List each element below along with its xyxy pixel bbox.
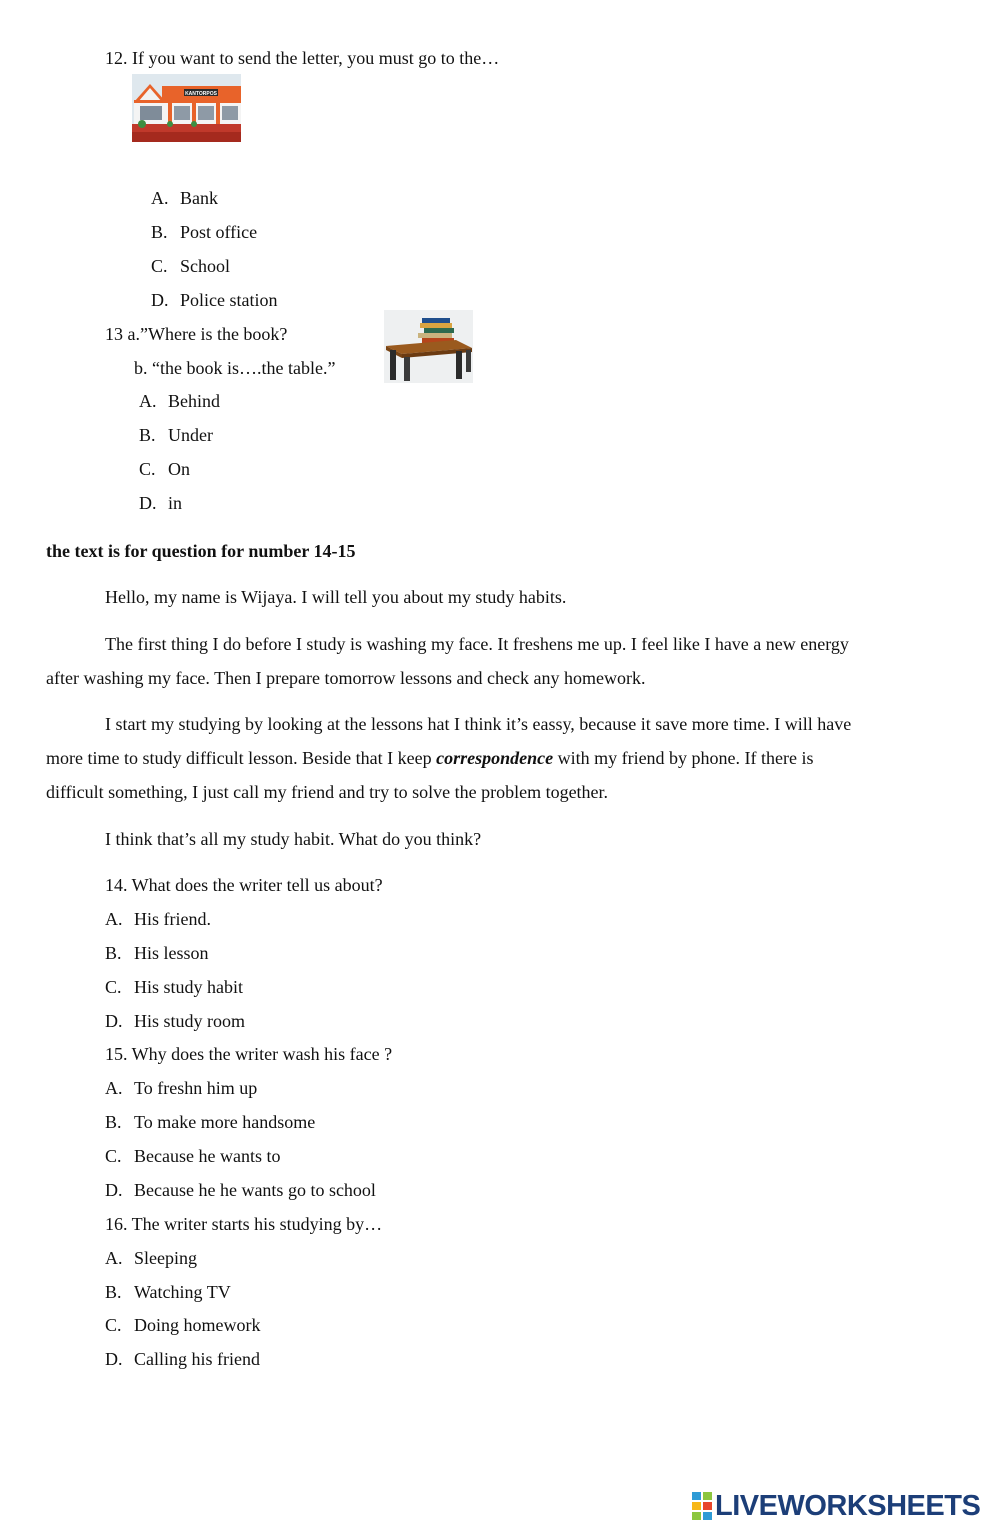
option-letter: D. bbox=[139, 493, 157, 513]
q13-question-a: 13 a.”Where is the book? bbox=[105, 324, 288, 344]
option-letter: B. bbox=[139, 425, 156, 445]
q13-option-c[interactable] bbox=[139, 458, 190, 480]
passage-paragraph-4: I think that’s all my study habit. What do you think? bbox=[105, 829, 482, 849]
option-letter: B. bbox=[105, 943, 122, 963]
q15-option-a[interactable] bbox=[105, 1077, 257, 1099]
text-segment: more time to study difficult lesson. Beside that I keep bbox=[46, 748, 437, 768]
option-letter: D. bbox=[151, 290, 169, 310]
post-office-sign-text: KANTORPOS bbox=[185, 91, 217, 97]
q16-option-b[interactable] bbox=[105, 1281, 231, 1303]
option-letter: D. bbox=[105, 1011, 123, 1031]
q13-option-b[interactable] bbox=[139, 424, 213, 446]
q16-option-d[interactable] bbox=[105, 1348, 260, 1370]
q15-option-b[interactable] bbox=[105, 1111, 315, 1133]
liveworksheets-logo-text: LIVEWORKSHEETS bbox=[715, 1489, 981, 1522]
option-letter: C. bbox=[105, 1146, 122, 1166]
option-letter: C. bbox=[151, 256, 168, 276]
option-text: Under bbox=[168, 425, 213, 445]
option-text: Watching TV bbox=[134, 1282, 231, 1302]
option-letter: D. bbox=[105, 1349, 123, 1369]
option-letter: B. bbox=[105, 1112, 122, 1132]
passage-paragraph-3-line-3: difficult something, I just call my friend and try to solve the problem together. bbox=[46, 782, 609, 802]
q12-option-a[interactable] bbox=[151, 187, 218, 209]
option-text: School bbox=[180, 256, 231, 276]
option-text: Sleeping bbox=[134, 1248, 197, 1268]
option-letter: C. bbox=[139, 459, 156, 479]
q16-option-a[interactable] bbox=[105, 1247, 197, 1269]
q12-option-c[interactable] bbox=[151, 255, 230, 277]
post-office-image bbox=[132, 74, 241, 142]
option-text: Behind bbox=[168, 391, 220, 411]
passage-paragraph-2-line-1: The first thing I do before I study is washing my face. It freshens me up. I feel like I have a new energy bbox=[105, 634, 849, 654]
liveworksheets-logo-icon bbox=[692, 1492, 712, 1520]
q14-option-d[interactable] bbox=[105, 1010, 245, 1032]
books-on-table-image bbox=[384, 310, 473, 383]
option-text: Calling his friend bbox=[134, 1349, 260, 1369]
option-letter: B. bbox=[151, 222, 168, 242]
q15-option-d[interactable] bbox=[105, 1179, 376, 1201]
q13-question-b: b. “the book is….the table.” bbox=[134, 358, 336, 378]
passage-paragraph-1: Hello, my name is Wijaya. I will tell you about my study habits. bbox=[105, 587, 567, 607]
option-text: Because he wants to bbox=[134, 1146, 281, 1166]
option-letter: A. bbox=[151, 188, 169, 208]
q13-option-a[interactable] bbox=[139, 390, 220, 412]
text-segment: with my friend by phone. If there is bbox=[553, 748, 814, 768]
option-text: Doing homework bbox=[134, 1315, 261, 1335]
option-text: Bank bbox=[180, 188, 218, 208]
option-letter: A. bbox=[105, 1078, 123, 1098]
option-letter: A. bbox=[139, 391, 157, 411]
option-text: in bbox=[168, 493, 183, 513]
liveworksheets-logo[interactable] bbox=[692, 1490, 980, 1522]
passage-heading: the text is for question for number 14-15 bbox=[46, 541, 356, 561]
option-letter: D. bbox=[105, 1180, 123, 1200]
q13-option-d[interactable] bbox=[139, 492, 182, 514]
q12-question: 12. If you want to send the letter, you must go to the… bbox=[105, 48, 500, 68]
q15-question: 15. Why does the writer wash his face ? bbox=[105, 1044, 393, 1064]
q16-question: 16. The writer starts his studying by… bbox=[105, 1214, 383, 1234]
option-text: Because he he wants go to school bbox=[134, 1180, 376, 1200]
q14-option-c[interactable] bbox=[105, 976, 243, 998]
q15-option-c[interactable] bbox=[105, 1145, 280, 1167]
option-text: Police station bbox=[180, 290, 278, 310]
q12-option-b[interactable] bbox=[151, 221, 257, 243]
option-text: On bbox=[168, 459, 190, 479]
option-text: His study habit bbox=[134, 977, 244, 997]
option-text: His study room bbox=[134, 1011, 246, 1031]
option-letter: C. bbox=[105, 1315, 122, 1335]
passage-paragraph-2-line-2: after washing my face. Then I prepare tomorrow lessons and check any homework. bbox=[46, 668, 646, 688]
q14-option-a[interactable] bbox=[105, 908, 211, 930]
option-letter: A. bbox=[105, 909, 123, 929]
passage-paragraph-3-line-1: I start my studying by looking at the lessons hat I think it’s eassy, because it save more time. I will have bbox=[105, 714, 852, 734]
passage-paragraph-3-line-2 bbox=[46, 747, 814, 769]
option-text: His lesson bbox=[134, 943, 209, 963]
option-text: To freshn him up bbox=[134, 1078, 258, 1098]
q14-option-b[interactable] bbox=[105, 942, 209, 964]
option-letter: A. bbox=[105, 1248, 123, 1268]
q14-question: 14. What does the writer tell us about? bbox=[105, 875, 383, 895]
option-text: To make more handsome bbox=[134, 1112, 316, 1132]
option-letter: C. bbox=[105, 977, 122, 997]
option-text: Post office bbox=[180, 222, 258, 242]
q16-option-c[interactable] bbox=[105, 1314, 260, 1336]
emphasized-word: correspondence bbox=[436, 748, 554, 768]
option-letter: B. bbox=[105, 1282, 122, 1302]
option-text: His friend. bbox=[134, 909, 211, 929]
q12-option-d[interactable] bbox=[151, 289, 278, 311]
